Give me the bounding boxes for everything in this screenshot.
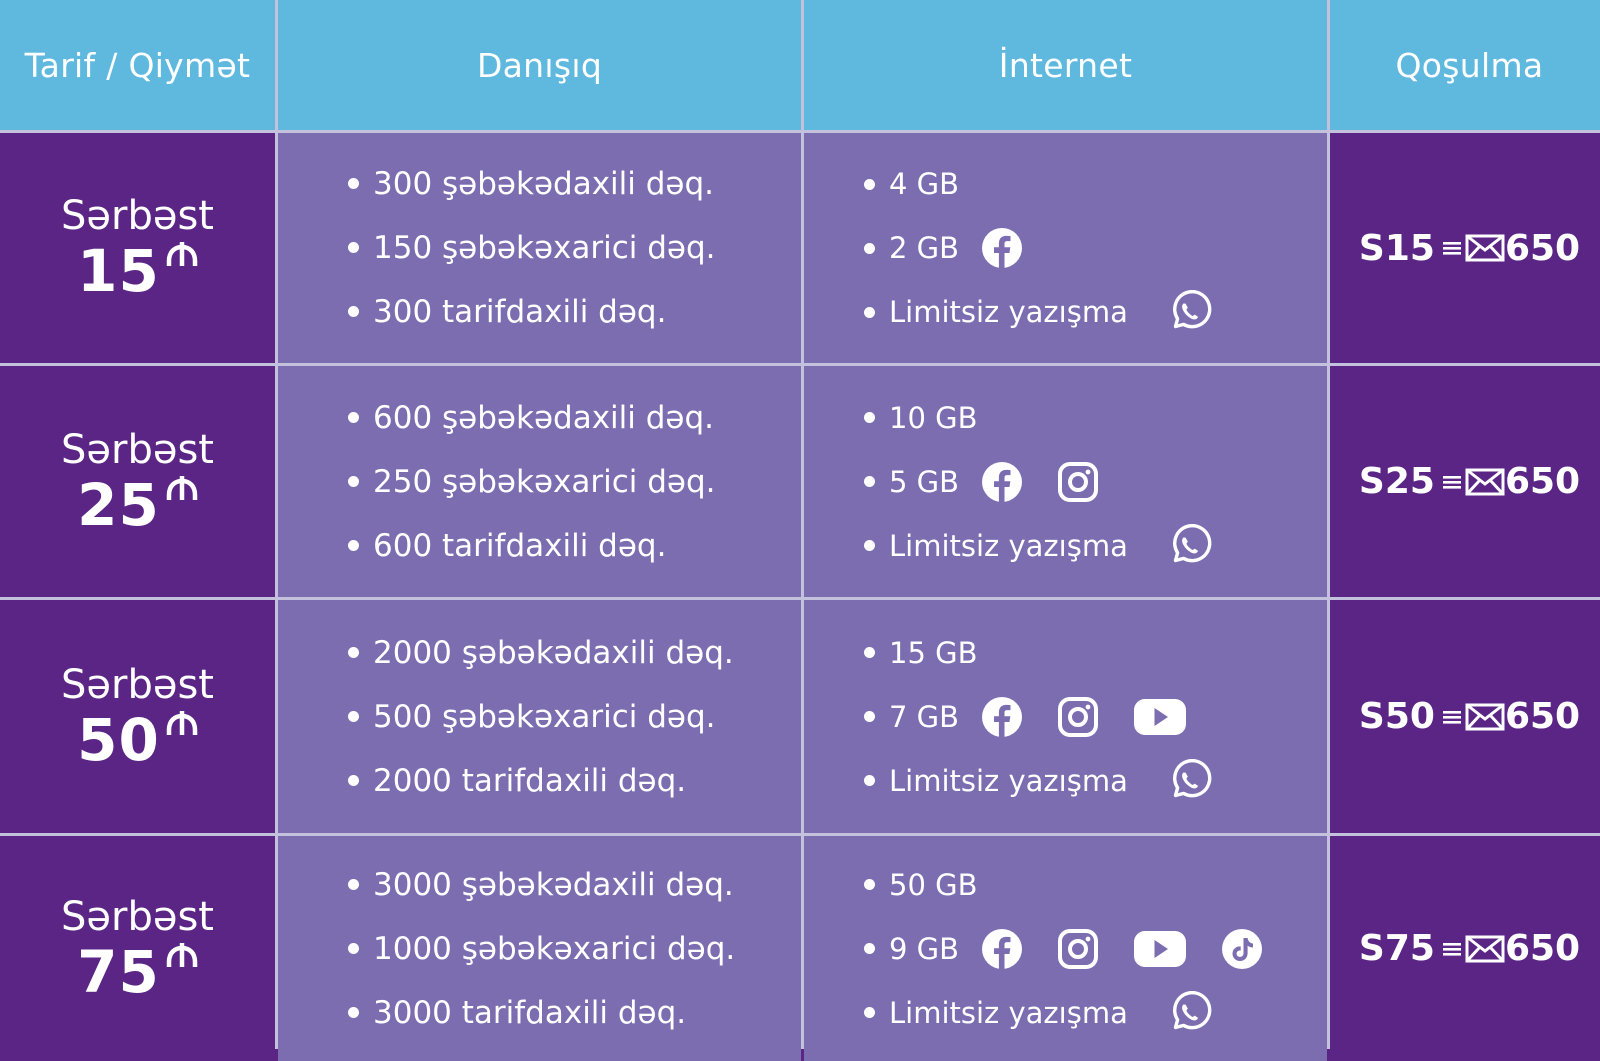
plan-price	[77, 470, 198, 539]
talk-text: 3000 şəbəkədaxili dəq.	[373, 866, 734, 903]
whatsapp-icon	[1168, 759, 1212, 803]
bullet	[348, 647, 359, 658]
plan-price	[77, 237, 198, 305]
bullet	[348, 412, 359, 423]
list-item	[348, 280, 801, 344]
list-item	[864, 450, 1327, 514]
list-item	[864, 216, 1327, 280]
bullet	[864, 540, 875, 551]
sms-number: 650	[1504, 928, 1581, 969]
menu-icon	[1443, 474, 1461, 490]
bullet	[348, 306, 359, 317]
messaging-label: Limitsiz yazışma	[889, 763, 1128, 798]
bullet	[348, 476, 359, 487]
internet-cell	[804, 836, 1327, 1061]
talk-cell	[278, 836, 801, 1061]
data-amount: 50 GB	[889, 867, 978, 902]
talk-cell	[278, 366, 801, 597]
facebook-icon	[981, 227, 1023, 269]
list-item	[864, 152, 1327, 216]
social-icons	[981, 461, 1133, 503]
internet-cell	[804, 366, 1327, 597]
sms-number: 650	[1504, 461, 1581, 502]
header-talk: Danışıq	[278, 0, 801, 130]
list-item	[864, 685, 1327, 749]
list-item	[864, 853, 1327, 917]
envelope-icon	[1465, 468, 1505, 496]
price-value: 75	[77, 937, 160, 1006]
list-item	[348, 514, 801, 578]
plan-name: Sərbəst	[61, 893, 214, 940]
plan-cell	[0, 366, 275, 597]
manat-icon	[166, 709, 198, 737]
bullet	[348, 1007, 359, 1018]
plan-name: Sərbəst	[61, 426, 214, 473]
price-value: 25	[77, 470, 160, 539]
manat-icon	[166, 240, 198, 268]
list-item	[864, 621, 1327, 685]
bullet	[864, 775, 875, 786]
list-item	[348, 749, 801, 813]
bullet	[864, 412, 875, 423]
bullet	[864, 243, 875, 254]
list-item	[864, 981, 1327, 1045]
talk-text: 600 tarifdaxili dəq.	[373, 527, 667, 564]
plan-cell	[0, 836, 275, 1061]
social-icons	[981, 227, 1057, 269]
list-item	[348, 152, 801, 216]
header-internet: İnternet	[804, 0, 1327, 130]
sms-code: S50	[1358, 696, 1435, 737]
price-value: 50	[77, 705, 160, 774]
plan-name: Sərbəst	[61, 193, 214, 239]
header-join: Qoşulma	[1330, 0, 1600, 130]
join-cell	[1330, 600, 1600, 833]
bullet	[864, 307, 875, 318]
list-item	[348, 216, 801, 280]
list-item	[864, 386, 1327, 450]
messaging-label: Limitsiz yazışma	[889, 995, 1128, 1030]
envelope-icon	[1465, 935, 1505, 963]
plan-cell	[0, 133, 275, 363]
plan-cell	[0, 600, 275, 833]
data-amount: 10 GB	[889, 400, 978, 435]
bullet	[348, 540, 359, 551]
messaging-label: Limitsiz yazışma	[889, 528, 1128, 563]
talk-cell	[278, 133, 801, 363]
list-item	[864, 280, 1327, 344]
bullet	[348, 943, 359, 954]
talk-text: 3000 tarifdaxili dəq.	[373, 994, 687, 1031]
join-cell	[1330, 366, 1600, 597]
list-item	[864, 917, 1327, 981]
plan-price	[77, 705, 198, 774]
whatsapp-icon	[1168, 991, 1212, 1035]
talk-text: 300 tarifdaxili dəq.	[373, 294, 667, 330]
instagram-icon	[1057, 461, 1099, 503]
social-data-amount: 5 GB	[889, 464, 960, 499]
internet-cell	[804, 600, 1327, 833]
sms-code: S15	[1358, 227, 1435, 269]
instagram-icon	[1057, 696, 1099, 738]
bullet	[348, 711, 359, 722]
social-icons	[981, 696, 1221, 738]
talk-text: 500 şəbəkəxarici dəq.	[373, 698, 716, 735]
bullet	[348, 775, 359, 786]
list-item	[348, 853, 801, 917]
talk-text: 300 şəbəkədaxili dəq.	[373, 166, 715, 202]
manat-icon	[166, 474, 198, 502]
plan-name: Sərbəst	[61, 661, 214, 708]
menu-icon	[1443, 941, 1461, 957]
list-item	[864, 749, 1327, 813]
bullet	[348, 242, 359, 253]
data-amount: 4 GB	[889, 167, 960, 201]
talk-text: 2000 şəbəkədaxili dəq.	[373, 634, 734, 671]
bullet	[864, 647, 875, 658]
internet-cell	[804, 133, 1327, 363]
bullet	[864, 1007, 875, 1018]
list-item	[348, 685, 801, 749]
social-data-amount: 2 GB	[889, 231, 960, 265]
menu-icon	[1443, 709, 1461, 725]
whatsapp-icon	[1168, 524, 1212, 568]
list-item	[348, 981, 801, 1045]
header-plan: Tarif / Qiymət	[0, 0, 275, 130]
list-item	[348, 450, 801, 514]
bullet	[864, 879, 875, 890]
sms-number: 650	[1504, 227, 1581, 269]
join-cell	[1330, 133, 1600, 363]
facebook-icon	[981, 461, 1023, 503]
talk-text: 2000 tarifdaxili dəq.	[373, 762, 687, 799]
bullet	[864, 476, 875, 487]
plan-price	[77, 937, 198, 1006]
talk-text: 250 şəbəkəxarici dəq.	[373, 463, 716, 500]
bullet	[864, 943, 875, 954]
list-item	[864, 514, 1327, 578]
tiktok-icon	[1221, 928, 1263, 970]
talk-text: 150 şəbəkəxarici dəq.	[373, 230, 716, 266]
facebook-icon	[981, 696, 1023, 738]
list-item	[348, 386, 801, 450]
facebook-icon	[981, 928, 1023, 970]
envelope-icon	[1465, 234, 1505, 262]
youtube-icon	[1133, 929, 1187, 969]
whatsapp-icon	[1168, 290, 1212, 334]
sms-code: S75	[1358, 928, 1435, 969]
youtube-icon	[1133, 697, 1187, 737]
talk-text: 600 şəbəkədaxili dəq.	[373, 399, 715, 436]
talk-text: 1000 şəbəkəxarici dəq.	[373, 930, 736, 967]
envelope-icon	[1465, 703, 1505, 731]
price-value: 15	[77, 237, 160, 305]
social-icons	[981, 928, 1297, 970]
bullet	[348, 879, 359, 890]
data-amount: 15 GB	[889, 635, 978, 670]
bullet	[864, 179, 875, 190]
sms-code: S25	[1358, 461, 1435, 502]
messaging-label: Limitsiz yazışma	[889, 295, 1128, 329]
talk-cell	[278, 600, 801, 833]
social-data-amount: 7 GB	[889, 699, 960, 734]
menu-icon	[1443, 240, 1461, 256]
sms-number: 650	[1504, 696, 1581, 737]
list-item	[348, 621, 801, 685]
bullet	[348, 178, 359, 189]
bullet	[864, 711, 875, 722]
instagram-icon	[1057, 928, 1099, 970]
manat-icon	[166, 941, 198, 969]
list-item	[348, 917, 801, 981]
social-data-amount: 9 GB	[889, 931, 960, 966]
join-cell	[1330, 836, 1600, 1061]
